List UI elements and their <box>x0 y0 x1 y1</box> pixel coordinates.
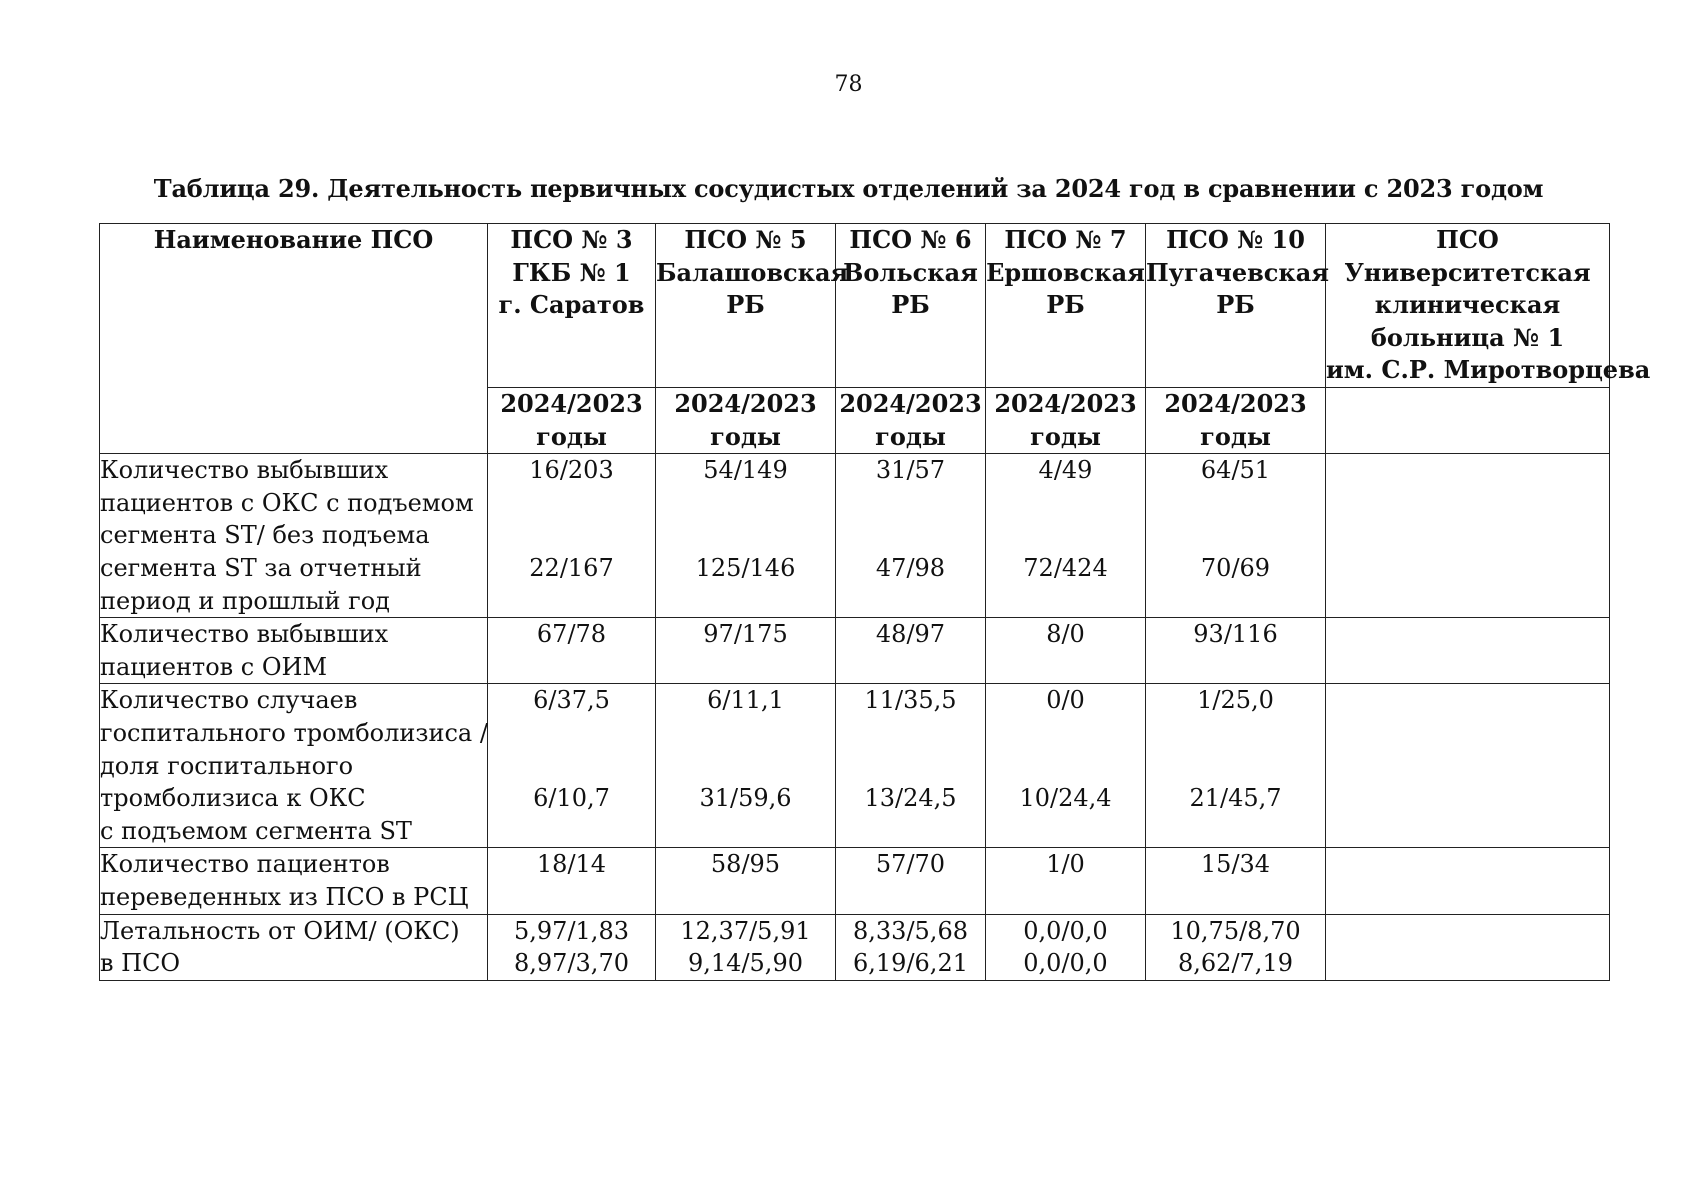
cell-line: 1/0 <box>1046 850 1085 879</box>
cell-line <box>1326 684 1609 717</box>
cell-line: больница № 1 <box>1370 322 1565 352</box>
cell-line: Балашовская <box>656 257 849 287</box>
value-cell <box>656 618 836 684</box>
value-cell <box>1326 684 1610 848</box>
cell-line: 31/57 <box>875 456 946 485</box>
value-cell <box>836 684 986 848</box>
cell-line <box>656 750 835 783</box>
cell-line: РБ <box>891 290 930 320</box>
cell-line <box>1326 848 1609 881</box>
cell-line: период и прошлый год <box>100 586 390 615</box>
cell-line: годы <box>710 421 781 451</box>
cell-line: Количество случаев <box>100 686 358 715</box>
table-row <box>100 848 1610 914</box>
value-cell <box>488 618 656 684</box>
cell-line: им. С.Р. Миротворцева <box>1326 355 1651 385</box>
cell-line <box>1326 618 1609 651</box>
cell-line: 2024/2023 <box>994 389 1137 418</box>
table-title: Таблица 29. Деятельность первичных сосудистых отделений за 2024 год в сравнении с 2023 годом <box>153 174 1544 203</box>
cell-line: 67/78 <box>536 620 607 649</box>
cell-line: Пугачевская <box>1146 257 1330 287</box>
cell-line: 0,0/0,0 <box>1023 949 1108 978</box>
cell-line <box>836 519 985 552</box>
header-column-4 <box>986 224 1146 388</box>
cell-line: пациентов с ОИМ <box>100 652 328 681</box>
cell-line: ПСО № 6 <box>849 225 972 254</box>
cell-line: Летальность от ОИМ/ (ОКС) <box>100 916 460 945</box>
cell-line <box>488 519 655 552</box>
years-cell <box>986 388 1146 454</box>
value-cell <box>986 684 1146 848</box>
table-row <box>100 684 1610 848</box>
header-column-3 <box>836 224 986 388</box>
cell-line: РБ <box>1046 290 1085 320</box>
cell-line: в ПСО <box>100 949 181 978</box>
value-cell <box>1146 454 1326 618</box>
value-cell <box>656 914 836 980</box>
cell-line <box>836 717 985 750</box>
cell-line <box>986 487 1145 520</box>
cell-line: 93/116 <box>1193 620 1278 649</box>
header-column-2 <box>656 224 849 388</box>
cell-line: годы <box>875 421 946 451</box>
cell-line: 6/37,5 <box>533 686 610 715</box>
cell-line: 125/146 <box>695 553 796 582</box>
cell-line: 47/98 <box>875 553 946 582</box>
cell-line: 22/167 <box>529 553 614 582</box>
cell-line <box>488 750 655 783</box>
cell-line <box>836 750 985 783</box>
cell-line <box>656 519 835 552</box>
cell-line: Количество выбывших <box>100 456 389 485</box>
years-cell <box>1146 388 1326 454</box>
cell-line: 8,97/3,70 <box>514 949 629 978</box>
cell-line: 58/95 <box>710 850 781 879</box>
value-cell <box>836 454 986 618</box>
cell-line: с подъемом сегмента ST <box>100 816 412 845</box>
cell-line: клиническая <box>1374 290 1561 320</box>
cell-line: Количество выбывших <box>100 620 389 649</box>
cell-line: тромболизиса к ОКС <box>100 784 366 813</box>
cell-line <box>1326 388 1609 421</box>
cell-line: 64/51 <box>1200 456 1271 485</box>
value-cell <box>656 684 836 848</box>
cell-line: годы <box>536 421 607 451</box>
value-cell <box>656 454 836 618</box>
cell-line: 0,0/0,0 <box>1023 916 1108 945</box>
cell-line: 21/45,7 <box>1189 784 1282 813</box>
value-cell <box>488 454 656 618</box>
value-cell <box>836 848 986 914</box>
cell-line: 0/0 <box>1046 686 1085 715</box>
value-cell <box>1326 618 1610 684</box>
cell-line <box>488 717 655 750</box>
cell-line: Вольская <box>843 257 978 287</box>
cell-line: 2024/2023 <box>1164 389 1307 418</box>
value-cell <box>1146 848 1326 914</box>
cell-line: сегмента ST/ без подъема <box>100 521 430 550</box>
cell-line: РБ <box>1216 290 1255 320</box>
table-row <box>100 618 1610 684</box>
cell-line: Ершовская <box>986 257 1145 287</box>
cell-line: 10/24,4 <box>1019 784 1112 813</box>
cell-line <box>986 717 1145 750</box>
value-cell <box>986 848 1146 914</box>
row-label <box>100 618 488 684</box>
cell-line: 6/10,7 <box>533 784 610 813</box>
table-row <box>100 914 1610 980</box>
cell-line: Количество пациентов <box>100 850 390 879</box>
value-cell <box>488 914 656 980</box>
cell-line: доля госпитального <box>100 751 354 780</box>
row-label <box>100 914 488 980</box>
value-cell <box>1146 914 1326 980</box>
cell-line: 16/203 <box>529 456 614 485</box>
header-row <box>100 224 1610 388</box>
cell-line <box>986 750 1145 783</box>
cell-line: ПСО № 10 <box>1166 225 1305 254</box>
cell-line: годы <box>1200 421 1271 451</box>
value-cell <box>986 454 1146 618</box>
cell-line <box>488 487 655 520</box>
cell-line <box>1326 454 1609 487</box>
cell-line: г. Саратов <box>498 290 645 320</box>
cell-line <box>986 519 1145 552</box>
cell-line: ПСО № 3 <box>510 225 633 254</box>
cell-line: 5,97/1,83 <box>514 916 629 945</box>
value-cell <box>1326 454 1610 618</box>
header-column-6 <box>1326 224 1651 388</box>
cell-line <box>1146 519 1325 552</box>
cell-line: 97/175 <box>703 620 788 649</box>
header-column-5 <box>1146 224 1330 388</box>
cell-line: 57/70 <box>875 850 946 879</box>
row-label <box>100 454 488 618</box>
cell-line: 2024/2023 <box>839 389 982 418</box>
cell-line <box>836 487 985 520</box>
value-cell <box>836 618 986 684</box>
years-cell <box>488 388 656 454</box>
header-column-1 <box>488 224 656 388</box>
cell-line: сегмента ST за отчетный <box>100 553 422 582</box>
years-cell <box>656 388 836 454</box>
value-cell <box>1326 914 1610 980</box>
value-cell <box>1326 848 1610 914</box>
pso-activity-table <box>99 223 1651 981</box>
cell-line: 11/35,5 <box>864 686 957 715</box>
years-cell <box>1326 388 1610 454</box>
cell-line <box>1326 915 1609 948</box>
cell-line: Университетская <box>1344 257 1591 287</box>
cell-line: 12,37/5,91 <box>680 916 811 945</box>
value-cell <box>488 848 656 914</box>
cell-line: 72/424 <box>1023 553 1108 582</box>
cell-line: РБ <box>726 290 765 320</box>
cell-line: 31/59,6 <box>699 784 792 813</box>
cell-line <box>1146 717 1325 750</box>
cell-line: 6,19/6,21 <box>853 949 968 978</box>
cell-line: 10,75/8,70 <box>1170 916 1301 945</box>
value-cell <box>488 684 656 848</box>
value-cell <box>836 914 986 980</box>
cell-line: 8/0 <box>1046 620 1085 649</box>
cell-line: 2024/2023 <box>674 389 817 418</box>
cell-line: 15/34 <box>1200 850 1271 879</box>
value-cell <box>656 848 836 914</box>
value-cell <box>986 618 1146 684</box>
cell-line: 18/14 <box>536 850 607 879</box>
table-row <box>100 454 1610 618</box>
row-label <box>100 848 488 914</box>
cell-line: переведенных из ПСО в РСЦ <box>100 882 469 911</box>
cell-line: ПСО № 7 <box>1004 225 1127 254</box>
cell-line <box>1326 421 1609 454</box>
cell-line: 70/69 <box>1200 553 1271 582</box>
cell-line: 2024/2023 <box>500 389 643 418</box>
cell-line <box>656 487 835 520</box>
cell-line: 8,62/7,19 <box>1178 949 1293 978</box>
cell-line: годы <box>1030 421 1101 451</box>
page-number: 78 <box>834 72 863 97</box>
cell-line: 13/24,5 <box>864 784 957 813</box>
cell-line: 54/149 <box>703 456 788 485</box>
cell-line: 9,14/5,90 <box>688 949 803 978</box>
header-name-column: Наименование ПСО <box>100 224 488 454</box>
cell-line <box>1146 750 1325 783</box>
value-cell <box>1146 618 1326 684</box>
cell-line: ПСО <box>1436 225 1499 254</box>
cell-line: ПСО № 5 <box>684 225 807 254</box>
cell-line: 8,33/5,68 <box>853 916 968 945</box>
cell-line: 48/97 <box>875 620 946 649</box>
cell-line: 4/49 <box>1038 456 1093 485</box>
row-label <box>100 684 488 848</box>
cell-line: ГКБ № 1 <box>512 257 631 287</box>
cell-line: пациентов с ОКС с подъемом <box>100 488 474 517</box>
cell-line: 6/11,1 <box>707 686 784 715</box>
years-cell <box>836 388 986 454</box>
cell-line: госпитального тромболизиса / <box>100 718 488 747</box>
cell-line: 1/25,0 <box>1197 686 1274 715</box>
cell-line <box>656 717 835 750</box>
cell-line <box>1146 487 1325 520</box>
value-cell <box>986 914 1146 980</box>
value-cell <box>1146 684 1326 848</box>
